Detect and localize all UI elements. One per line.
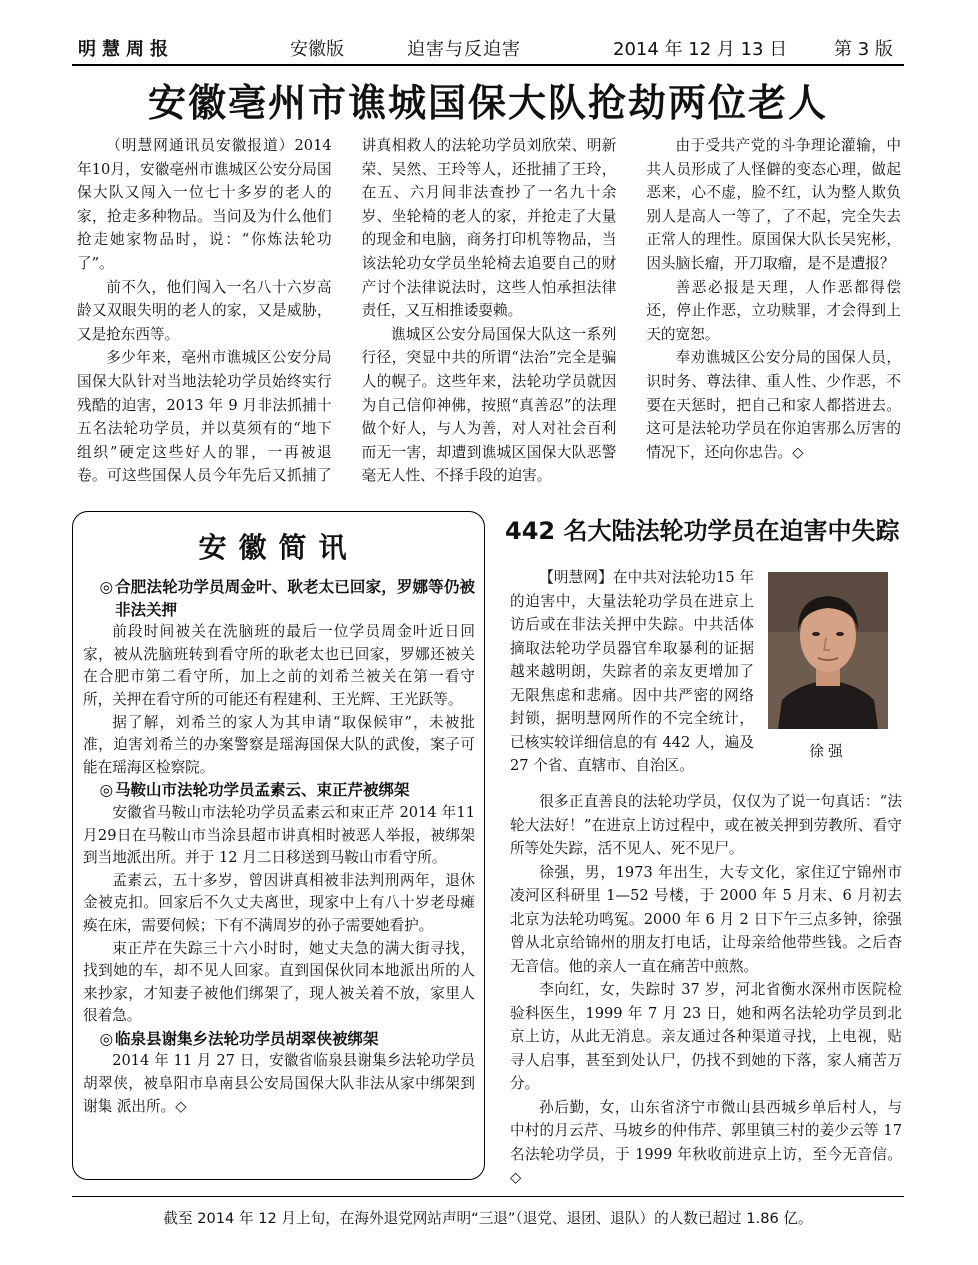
article1-body	[77, 134, 901, 500]
article2-body	[510, 790, 902, 1190]
footer-rule	[72, 1196, 904, 1197]
photo-caption: 徐强	[809, 743, 847, 760]
article2-paragraph: 孙后勤，女，山东省济宁市微山县西城乡单后村人，与中村的月云芹、马坡乡的仲伟芹、郭里镇三村的姜少云等 17 名法轮功学员，于 1999 年秋收前进京上访，至今无音信。◇	[510, 1098, 902, 1186]
article2-paragraph: 很多正直善良的法轮功学员，仅仅为了说一句真话：“法轮大法好！”在进京上访过程中，或在被关押到劳教所、看守所等处失踪，活不见人、死不见尸。	[510, 793, 902, 857]
brief-heading: ◎ 临泉县谢集乡法轮功学员胡翠侠被绑架	[83, 1028, 475, 1051]
masthead	[72, 38, 904, 66]
article1-paragraph: 奉劝谯城区公安分局的国保人员，识时务、尊法律、重人性、少作恶，不要在天惩时，把自己和家人都搭进去。这可是法轮功学员在你迫害那么厉害的情况下，还向你忠告。◇	[646, 349, 901, 461]
brief-paragraph: 前段时间被关在洗脑班的最后一位学员周金叶近日回家，被从洗脑班转到看守所的耿老太也已回家，罗娜还被关在合肥市第二看守所，加上之前的刘希兰被关在第一看守所，关押在看守所的可能还有程建利、王光辉、王光跃等。	[83, 623, 475, 708]
brief-paragraph: 2014 年 11 月 27 日，安徽省临泉县谢集乡法轮功学员胡翠侠，被阜阳市阜南县公安局国保大队非法从家中绑架到谢集 派出所。◇	[83, 1052, 475, 1115]
page-number: 第 3 版	[834, 39, 893, 60]
brief-paragraph: 束正芹在失踪三十六小时时，她丈夫急的满大街寻找，找到她的车，却不见人回家。直到国保伙同本地派出所的人来抄家，才知妻子被他们绑架了，现人被关着不放，家里人很着急。	[83, 939, 475, 1025]
brief-heading: ◎ 马鞍山市法轮功学员孟素云、束正芹被绑架	[83, 779, 475, 802]
edition-label: 安徽版	[290, 39, 344, 60]
footer-notice: 截至 2014 年 12 月上旬，在海外退党网站声明“三退”（退党、退团、退队）的人数已超过 1.86 亿。	[163, 1210, 813, 1227]
brief-heading: ◎ 合肥法轮功学员周金叶、耿老太已回家，罗娜等仍被非法关押	[83, 576, 475, 621]
issue-date: 2014 年 12 月 13 日	[613, 39, 788, 60]
article1-paragraph: 多少年来，亳州市谯城区公安分局国保大队针对当地法轮功学员始终实行残酷的迫害，2013 年 9 月非法抓捕十五名法轮功学员，并以莫须有的“地下组织”硬定这些好人的罪，一再被退卷。可这些国保人员今年先后又抓捕了讲真相救人的法轮功学员刘欣荣、明新荣、吴然、王玲等人，还批捕了王玲，在五、六月间非法查抄了一名九十余岁、坐轮椅的老人的家，并抢走了大量的现金和电脑，商务打印机等物品，当该法轮功女学员坐轮椅去追要自己的财产讨个法律说法时，这些人怕承担法律责任，又互相推诿耍赖。	[77, 137, 617, 485]
article1-paragraph: 谯城区公安分局国保大队这一系列行径，突显中共的所谓“法治”完全是骗人的幌子。这些年来，法轮功学员就因为自己信仰神佛，按照“真善忍”的法理做个好人，与人为善，对人对社会百利而无一害，却遭到谯城区国保大队恶警毫无人性、不择手段的迫害。	[361, 325, 617, 485]
article1-title: 安徽亳州市谯城国保大队抢劫两位老人	[147, 81, 828, 125]
bullet-icon: ◎	[99, 781, 113, 800]
newspaper-name: 明慧周报	[78, 39, 174, 60]
portrait-photo	[768, 572, 888, 729]
briefs-box	[72, 511, 485, 1180]
article2-title: 442 名大陆法轮功学员在迫害中失踪	[505, 517, 900, 545]
portrait-icon	[768, 572, 888, 729]
bullet-icon: ◎	[99, 578, 113, 596]
brief-paragraph: 安徽省马鞍山市法轮功学员孟素云和束正芹 2014 年11月29日在马鞍山市当涂县超市讲真相时被恶人举报，被绑架到当地派出所。并于 12 月二日移送到马鞍山市看守所。	[83, 803, 475, 867]
briefs-title: 安徽简讯	[198, 531, 359, 564]
article2-paragraph: 徐强，男，1973 年出生，大专文化，家住辽宁锦州市凌河区科研里 1—52 号楼，于 2000 年 5 月末、6 月初去北京为法轮功鸣冤。2000 年 6 月 2 日下午三点多钟，徐强曾从北京给锦州的朋友打电话，让母亲给他带些钱。之后杳无音信。他的亲人一直在痛苦中煎熬。	[510, 863, 902, 975]
section-label: 迫害与反迫害	[407, 39, 521, 60]
article2-lead	[510, 566, 754, 778]
bullet-icon: ◎	[99, 1029, 113, 1048]
brief-paragraph: 据了解，刘希兰的家人为其申请“取保候审”，未被批准，迫害刘希兰的办案警察是瑶海国保大队的武俊，案子可能在瑶海区检察院。	[83, 713, 475, 776]
briefs-list	[83, 576, 475, 1118]
article1-paragraph: 善恶必报是天理，人作恶都得偿还，停止作恶，立功赎罪，才会得到上天的宽恕。	[646, 278, 901, 343]
article2-paragraph: 李向红，女，失踪时 37 岁，河北省衡水深州市医院检验科医生，1999 年 7 月 23 日，她和两名法轮功学员到北京上访，从此无消息。亲友通过各种渠道寻找，上电视，贴寻人启事，甚至到处认尸，仍找不到她的下落，家人痛苦万分。	[510, 981, 902, 1092]
article2-paragraph: 【明慧网】在中共对法轮功15 年的迫害中，大量法轮功学员在进京上访后或在非法关押中失踪。中共活体摘取法轮功学员器官牟取暴利的证据越来越明朗，失踪者的亲友更增加了无限焦虑和悲痛。因中共严密的网络封锁，据明慧网所作的不完全统计，已核实较详细信息的有 442 人，遍及 27 个省、直辖市、自治区。	[510, 569, 754, 774]
brief-paragraph: 孟素云，五十多岁，曾因讲真相被非法判刑两年，退休金被克扣。回家后不久丈夫离世，现家中上有八十岁老母瘫痪在床，需要伺候；下有不满周岁的孙子需要她看护。	[83, 871, 475, 934]
article1-paragraph: （明慧网通讯员安徽报道）2014年10月，安徽亳州市谯城区公安分局国保大队又闯入一位七十多岁的老人的家，抢走多种物品。当问及为什么他们抢走她家物品时，说：“你炼法轮功了”。	[77, 137, 332, 272]
article1-paragraph: 由于受共产党的斗争理论灌输，中共人员形成了人怪僻的变态心理，做起恶来，心不虚，脸不红，认为整人欺负别人是高人一等了，了不起，完全失去正常人的理性。原国保大队长吴宪彬，因头脑长瘤，开刀取瘤，是不是遭报？	[646, 137, 901, 272]
article1-paragraph: 前不久，他们闯入一名八十六岁高龄又双眼失明的老人的家，又是威胁，又是抢东西等。	[77, 278, 332, 343]
